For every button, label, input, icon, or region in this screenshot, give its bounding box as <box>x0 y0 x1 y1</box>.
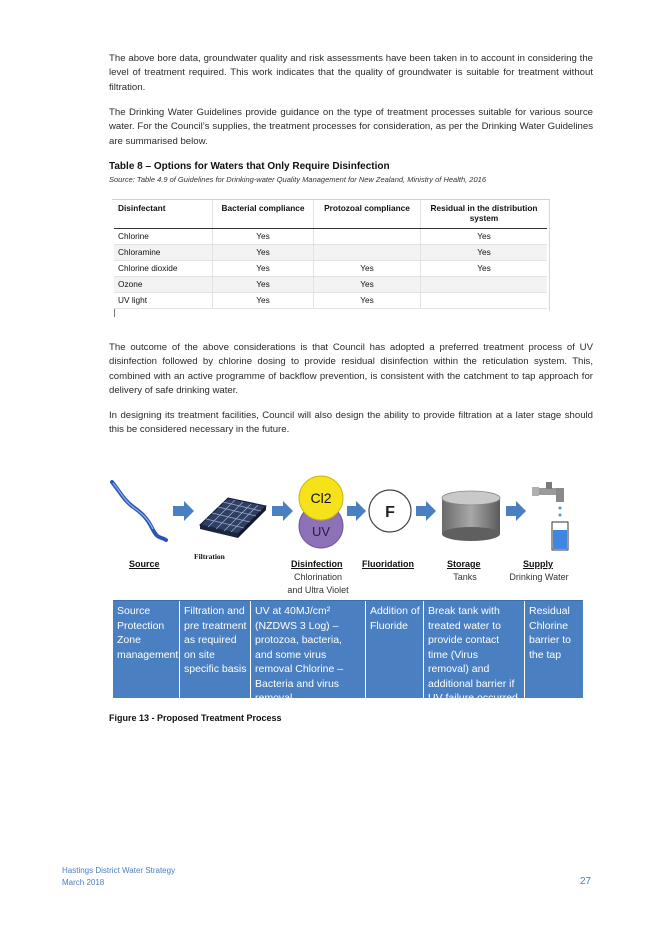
table-cell: Yes <box>213 293 314 309</box>
table-source: Source: Table 4.9 of Guidelines for Drinking-water Quality Management for New Zealand, Ministry of Health, 2016 <box>109 175 486 184</box>
table-header-row <box>114 200 547 229</box>
table-title: Table 8 – Options for Waters that Only Require Disinfection <box>109 161 390 172</box>
process-cell-supply: Residual Chlorine barrier to the tap <box>529 605 572 661</box>
fluoride-label: F <box>385 504 395 521</box>
table-cell: Yes <box>421 245 548 261</box>
disinfection-options-table <box>114 200 547 309</box>
table-header: Residual in the distribution system <box>421 200 548 229</box>
step-source-label: Source <box>129 559 160 569</box>
table-cell <box>421 277 548 293</box>
tap-icon <box>532 482 564 517</box>
process-cell-fluoridation: Addition of Fluoride <box>366 601 424 698</box>
table-cell: Yes <box>421 261 548 277</box>
table-row <box>114 229 547 245</box>
table-cell: Yes <box>213 245 314 261</box>
cl2-label: Cl2 <box>310 490 332 506</box>
table-cell: Yes <box>213 277 314 293</box>
step-supply-label: Supply <box>523 559 554 569</box>
step-storage-label: Storage <box>447 559 481 569</box>
table-cell <box>421 293 548 309</box>
table-header: Protozoal compliance <box>314 200 421 229</box>
arrow-icon <box>416 501 436 521</box>
paragraph-groundwater: The above bore data, groundwater quality and risk assessments have been taken in to account in considering the level of treatment required. This work indicates that the quality of groundwater is suitable for treatment without filtration. <box>109 53 593 93</box>
paragraph-outcome: The outcome of the above considerations is that Council has adopted a preferred treatment process of UV disinfection followed by chlorine dosing to provide residual disinfection within the reticulation system. This, combined with an active programme of backflow prevention, is consistent with the catchment to tap approach for delivery of safe drinking water. <box>109 342 593 397</box>
paragraph-guidelines: The Drinking Water Guidelines provide guidance on the type of treatment processes suitable for various source water. For the Council’s supplies, the treatment processes for consideration, as per the Drinking Water Guidelines are summarised below. <box>109 107 593 147</box>
arrow-icon <box>173 501 194 521</box>
process-cell-storage: Break tank with treated water to provide contact time (Virus removal) and additional barrier if UV failure occurred <box>424 601 525 698</box>
table-cell: Yes <box>314 277 421 293</box>
table-cell: Yes <box>421 229 548 245</box>
step-fluoridation-label: Fluoridation <box>362 559 414 569</box>
paragraph-filtration-future: In designing its treatment facilities, Council will also design the ability to provide filtration at a later stage should this be considered necessary in the future. <box>109 410 593 436</box>
process-cell-disinfection: UV at 40MJ/cm² (NZDWS 3 Log) – protozoa, bacteria, and some virus removal Chlorine – Bacteria and virus removal <box>251 601 366 698</box>
step-disinfection-sub2: and Ultra Violet <box>287 585 349 595</box>
uv-label: UV <box>311 524 331 539</box>
footer-date: March 2018 <box>62 878 105 887</box>
process-cell-source: Source Protection Zone management <box>113 601 180 698</box>
page-number: 27 <box>580 876 592 887</box>
table-cell: Yes <box>314 293 421 309</box>
step-storage-sub: Tanks <box>453 572 477 582</box>
table-header: Disinfectant <box>114 200 213 229</box>
figure-caption: Figure 13 - Proposed Treatment Process <box>109 713 282 723</box>
table-cell: Chloramine <box>114 245 213 261</box>
table-row <box>114 277 547 293</box>
step-supply-sub: Drinking Water <box>509 572 569 582</box>
table-cell: Chlorine <box>114 229 213 245</box>
process-cell-filtration: Filtration and pre treatment as required on site specific basis <box>180 601 251 698</box>
step-filtration-label: Filtration <box>194 552 225 561</box>
glass-icon <box>552 522 568 550</box>
stray-mark <box>114 309 115 317</box>
table-cell: Yes <box>213 261 314 277</box>
step-disinfection-label: Disinfection <box>291 559 343 569</box>
arrow-icon <box>347 501 366 521</box>
table-cell <box>314 245 421 261</box>
table-row <box>114 293 547 309</box>
table-cell: Yes <box>213 229 314 245</box>
table-cell: Yes <box>314 261 421 277</box>
table-row <box>114 261 547 277</box>
step-disinfection-sub1: Chlorination <box>293 572 343 582</box>
table-cell: UV light <box>114 293 213 309</box>
table-header: Bacterial compliance <box>213 200 314 229</box>
table-cell <box>314 229 421 245</box>
table-row <box>114 245 547 261</box>
filter-grid-icon <box>200 498 266 538</box>
process-description-table <box>113 600 583 704</box>
arrow-icon <box>506 501 526 521</box>
table-cell: Ozone <box>114 277 213 293</box>
table-cell: Chlorine dioxide <box>114 261 213 277</box>
storage-tank-icon <box>442 491 500 541</box>
footer-document-name: Hastings District Water Strategy <box>62 866 176 875</box>
arrow-icon <box>272 501 293 521</box>
